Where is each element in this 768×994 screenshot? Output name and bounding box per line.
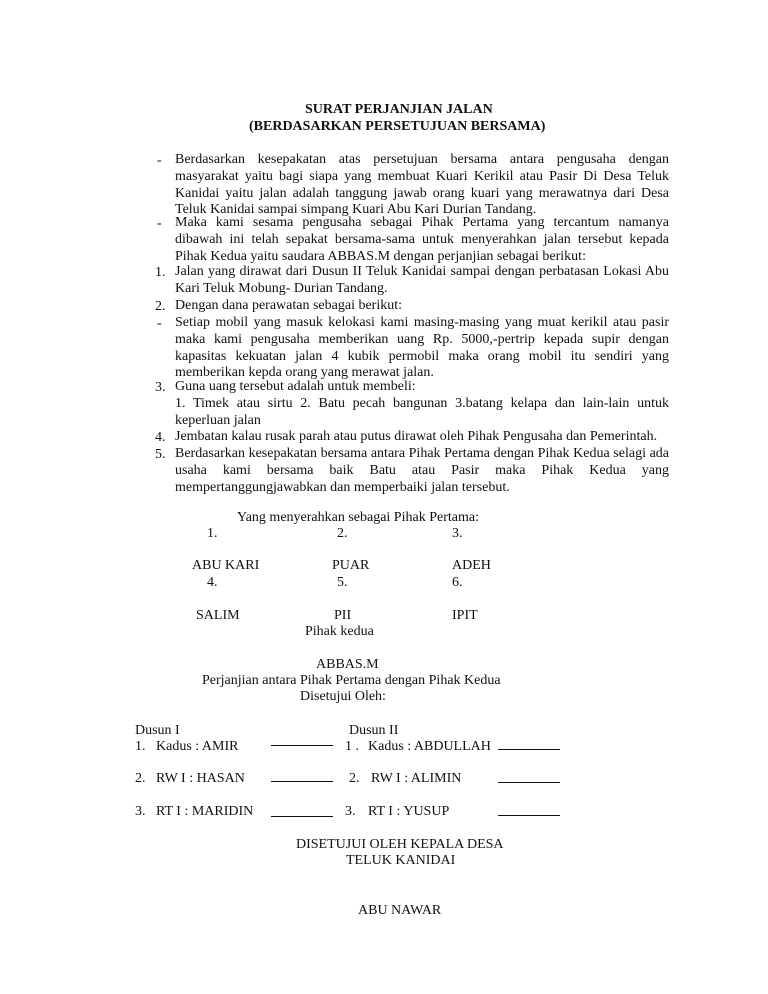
- item-marker: -: [157, 316, 162, 331]
- first-party-heading: Yang menyerahkan sebagai Pihak Pertama:: [237, 510, 479, 525]
- signer-name: SALIM: [196, 608, 240, 623]
- signature-line: [271, 816, 333, 817]
- list-item: Jembatan kalau rusak parah atau putus dirawat oleh Pihak Pengusaha dan Pemerintah.: [175, 429, 658, 444]
- signature-line: [498, 815, 560, 816]
- dusun-row-role: Kadus : AMIR: [156, 739, 239, 754]
- dusun-row-number: 3.: [135, 804, 146, 819]
- signer-number: 2.: [337, 526, 348, 541]
- dusun-row-role: RT I : MARIDIN: [156, 804, 254, 819]
- list-item: Jalan yang dirawat dari Dusun II Teluk Kanidai sampai dengan perbatasan Lokasi Abu Kari Teluk Mobung- Durian Tandang.: [175, 264, 669, 296]
- village-head-name: ABU NAWAR: [358, 903, 442, 918]
- item-marker: 4.: [155, 430, 166, 445]
- list-item: Guna uang tersebut adalah untuk membeli:: [175, 379, 416, 394]
- dusun-row-number: 2.: [349, 771, 360, 786]
- village-head-heading: DISETUJUI OLEH KEPALA DESA: [296, 837, 504, 852]
- agreement-line: Perjanjian antara Pihak Pertama dengan Pihak Kedua: [202, 673, 501, 688]
- signer-number: 5.: [337, 575, 348, 590]
- dusun-row-number: 2.: [135, 771, 146, 786]
- signer-name: PII: [334, 608, 352, 623]
- item-marker: -: [157, 153, 162, 168]
- dusun-row-role: Kadus : ABDULLAH: [368, 739, 491, 754]
- purchase-list: 1. Timek atau sirtu 2. Batu pecah bangunan 3.batang kelapa dan lain-lain untuk keperluan jalan: [175, 396, 669, 428]
- dusun-row-number: 1 .: [345, 739, 359, 754]
- signer-name: PUAR: [332, 558, 370, 573]
- signer-number: 3.: [452, 526, 463, 541]
- list-item: Setiap mobil yang masuk kelokasi kami masing-masing yang muat kerikil atau pasir maka kami pengusaha memberikan uang Rp. 5000,-pertrip kepada supir dengan kapasitas kekuatan jalan 4 kubik permobil maka orang mobil itu sendiri yang memberikan kepda orang yang merawat jalan.: [175, 315, 669, 381]
- signer-name: ADEH: [452, 558, 491, 573]
- item-marker: 5.: [155, 447, 166, 462]
- item-marker: 1.: [155, 265, 166, 280]
- second-party-heading: Pihak kedua: [305, 624, 374, 639]
- signature-line: [271, 781, 333, 782]
- signer-number: 4.: [207, 575, 218, 590]
- document-title: SURAT PERJANJIAN JALAN: [305, 102, 493, 117]
- signature-line: [498, 749, 560, 750]
- dusun-row-number: 3.: [345, 804, 356, 819]
- signer-number: 1.: [207, 526, 218, 541]
- dusun-row-role: RW I : ALIMIN: [371, 771, 462, 786]
- second-party-name: ABBAS.M: [316, 657, 379, 672]
- item-marker: 2.: [155, 299, 166, 314]
- item-marker: 3.: [155, 380, 166, 395]
- dusun-title: Dusun II: [349, 723, 399, 738]
- signer-name: ABU KARI: [192, 558, 260, 573]
- dusun-row-role: RW I : HASAN: [156, 771, 245, 786]
- list-item: Dengan dana perawatan sebagai berikut:: [175, 298, 403, 313]
- village-name: TELUK KANIDAI: [346, 853, 456, 868]
- signature-line: [498, 782, 560, 783]
- document-subtitle: (BERDASARKAN PERSETUJUAN BERSAMA): [249, 119, 546, 134]
- item-marker: -: [157, 216, 162, 231]
- list-item: Berdasarkan kesepakatan atas persetujuan bersama antara pengusaha dengan masyarakat yaitu bagi siapa yang membuat Kuari Kerikil atau Pasir Di Desa Teluk Kanidai yaitu jalan adalah tanggung jawab orang kuari yang merawatnya dari Desa Teluk Kanidai sampai simpang Kuari Abu Kari Durian Tandang.: [175, 152, 669, 218]
- list-item: Berdasarkan kesepakatan bersama antara Pihak Pertama dengan Pihak Kedua selagi ada usaha kami bersama baik Batu atau Pasir maka Pihak Kedua yang mempertanggungjawabkan dan memperbaiki jalan tersebut.: [175, 446, 669, 495]
- signature-line: [271, 745, 333, 746]
- list-item: Maka kami sesama pengusaha sebagai Pihak Pertama yang tercantum namanya dibawah ini telah sepakat bersama-sama untuk menyerahkan jalan tersebut kepada Pihak Kedua yaitu saudara ABBAS.M dengan perjanjian sebagai berikut:: [175, 215, 669, 264]
- dusun-title: Dusun I: [135, 723, 180, 738]
- signer-number: 6.: [452, 575, 463, 590]
- signer-name: IPIT: [452, 608, 478, 623]
- dusun-row-role: RT I : YUSUP: [368, 804, 450, 819]
- approved-by: Disetujui Oleh:: [300, 689, 386, 704]
- dusun-row-number: 1.: [135, 739, 146, 754]
